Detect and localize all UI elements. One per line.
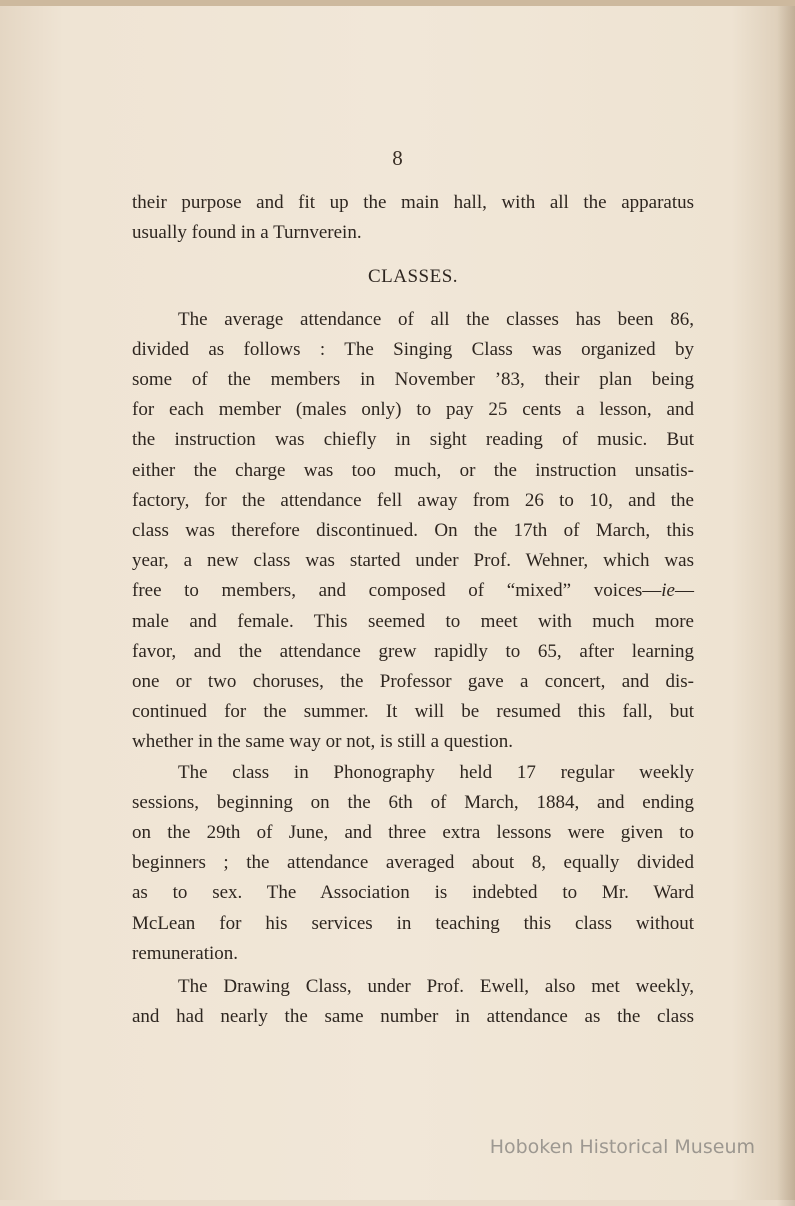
text-line: McLean for his services in teaching this class without [132,912,694,934]
text-line-ie [132,576,694,606]
text-line: their purpose and fit up the main hall, with all the apparatus [132,192,694,213]
text-line: factory, for the attendance fell away from 26 to 10, and the [132,489,694,511]
text-line: on the 29th of June, and three extra lessons were given to [132,822,694,844]
text-line: usually found in a Turnverein. [132,222,362,244]
text-line: year, a new class was started under Prof. Wehner, which was [132,550,694,572]
text-line: and had nearly the same number in attendance as the class [132,1006,694,1028]
paragraph-singing-class [132,305,694,758]
text-line: either the charge was too much, or the instruction unsatis- [132,459,694,481]
text-line: beginners ; the attendance averaged about 8, equally divided [132,852,694,874]
text-line: The average attendance of all the classes has been 86, [178,308,694,330]
text-line: divided as follows : The Singing Class was organized by [132,338,694,360]
italic-ie: ie [661,580,675,602]
text-line: for each member (males only) to pay 25 cents a lesson, and [132,399,694,421]
text-line: continued for the summer. It will be resumed this fall, but [132,701,694,723]
text-line: one or two choruses, the Professor gave a concert, and dis- [132,671,694,693]
text-line: favor, and the attendance grew rapidly to 65, after learning [132,640,694,662]
text-line: the instruction was chiefly in sight reading of music. But [132,429,694,451]
text-line: male and female. This seemed to meet with much more [132,610,694,632]
text-line: The Drawing Class, under Prof. Ewell, also met weekly, [178,976,694,998]
paragraph-drawing-class [132,972,694,1032]
text-line: class was therefore discontinued. On the 17th of March, this [132,520,694,542]
text-line: The class in Phonography held 17 regular weekly [178,761,694,783]
section-heading: CLASSES. [367,266,459,288]
page-edge-shadow [777,6,795,1206]
paragraph-phonography-class [132,758,694,969]
text-line: whether in the same way or not, is still a question. [132,731,513,753]
body-text [132,188,694,1032]
page-number: 8 [392,146,403,170]
text-line: as to sex. The Association is indebted to Mr. Ward [132,882,694,904]
text-line: some of the members in November ’83, their plan being [132,369,694,391]
text-fragment: free to members, and composed of “mixed” voices— [132,580,662,602]
text-line: remuneration. [132,942,239,964]
watermark: Hoboken Historical Museum [489,1136,755,1158]
text-line: sessions, beginning on the 6th of March, 1884, and ending [132,791,694,813]
text-fragment: — [675,580,694,602]
